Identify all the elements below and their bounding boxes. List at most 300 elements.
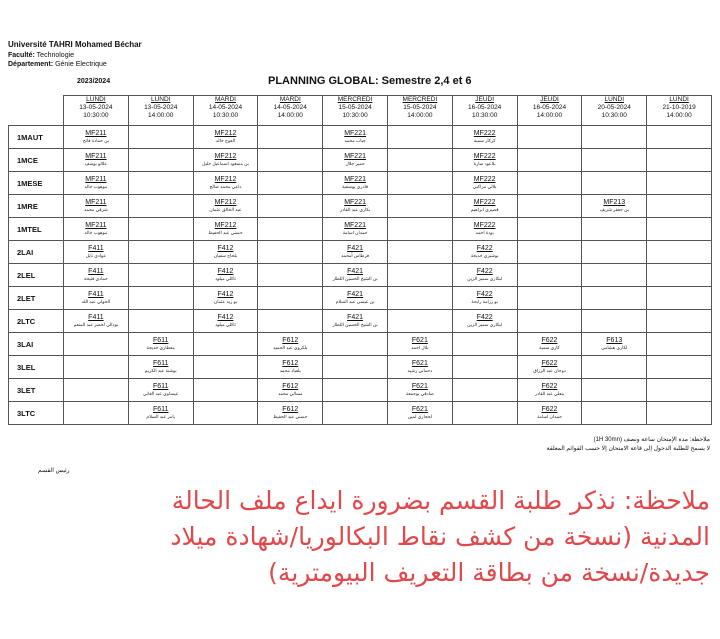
- schedule-cell: [128, 264, 193, 287]
- department-head-signature: رئيس القسم: [38, 468, 70, 474]
- module-code: MF221: [344, 153, 366, 160]
- teacher-name: لبكاري سمير الزين: [467, 276, 503, 281]
- schedule-cell: [387, 218, 452, 241]
- module-code: F612: [282, 337, 299, 344]
- module-code: MF221: [344, 199, 366, 206]
- schedule-cell: [323, 126, 388, 149]
- table-row: [9, 218, 712, 241]
- module-code: F621: [411, 360, 428, 367]
- schedule-cell: [193, 241, 258, 264]
- schedule-cell: [323, 241, 388, 264]
- schedule-cell: [647, 195, 712, 218]
- schedule-cell: [647, 218, 712, 241]
- column-date: 13-05-2024: [79, 104, 113, 111]
- schedule-cell: [517, 310, 582, 333]
- schedule-cell: [387, 287, 452, 310]
- faculty-label: Faculté:: [8, 52, 35, 59]
- schedule-cell: [582, 241, 647, 264]
- module-code: F412: [217, 268, 234, 275]
- schedule-cell: [323, 264, 388, 287]
- schedule-cell: [452, 333, 517, 356]
- schedule-cell: [452, 356, 517, 379]
- schedule-cell: [64, 310, 129, 333]
- schedule-cell: [64, 402, 129, 425]
- module-code: F421: [347, 245, 364, 252]
- academic-year: 2023/2024: [77, 78, 111, 85]
- teacher-name: عيساوي عبد الغاني: [143, 391, 179, 396]
- module-code: MF222: [473, 176, 496, 183]
- teacher-name: بنعلي عبد القادر: [534, 391, 565, 396]
- column-time: 10:30:00: [342, 112, 368, 119]
- schedule-cell: [128, 402, 193, 425]
- schedule-cell: [323, 287, 388, 310]
- column-date: 15-05-2024: [338, 104, 372, 111]
- teacher-name: قادري يوسفية: [342, 184, 369, 189]
- table-row: [9, 126, 712, 149]
- schedule-cell: [128, 126, 193, 149]
- schedule-cell: [258, 402, 323, 425]
- teacher-name: جباب محمد: [344, 138, 366, 143]
- module-code: F422: [476, 291, 493, 298]
- schedule-cell: [517, 241, 582, 264]
- schedule-cell: [582, 126, 647, 149]
- module-code: MF212: [214, 130, 237, 137]
- module-code: F622: [541, 406, 558, 413]
- column-time: 10:30:00: [472, 112, 498, 119]
- schedule-cell: [258, 379, 323, 402]
- teacher-name: بن الشيخ الحسين اللطار: [332, 322, 378, 327]
- teacher-name: حمدان اسامة: [537, 414, 562, 419]
- schedule-cell: [647, 264, 712, 287]
- schedule-cell: [452, 195, 517, 218]
- module-code: F621: [411, 406, 428, 413]
- schedule-cell: [582, 402, 647, 425]
- module-code: F612: [282, 360, 299, 367]
- schedule-cell: [387, 264, 452, 287]
- schedule-cell: [193, 333, 258, 356]
- schedule-cell: [647, 333, 712, 356]
- module-code: F422: [476, 245, 493, 252]
- exam-schedule-table: [8, 95, 712, 425]
- column-date: 21-10-2019: [662, 104, 696, 111]
- teacher-name: صادقي بوجمعة: [405, 391, 434, 396]
- schedule-cell: [193, 172, 258, 195]
- teacher-name: بلعباد محمد: [279, 368, 301, 373]
- schedule-cell: [647, 241, 712, 264]
- module-code: F622: [541, 360, 558, 367]
- schedule-cell: [452, 264, 517, 287]
- schedule-cell: [193, 379, 258, 402]
- column-date: 14-05-2024: [273, 104, 307, 111]
- column-time: 14:00:00: [666, 112, 692, 119]
- teacher-name: حمير جلال: [345, 161, 365, 166]
- column-header: [452, 96, 517, 126]
- header-row: [9, 96, 712, 126]
- module-code: F421: [347, 314, 364, 321]
- module-code: F421: [347, 268, 364, 275]
- schedule-cell: [647, 402, 712, 425]
- module-code: MF221: [344, 130, 366, 137]
- schedule-cell: [128, 241, 193, 264]
- schedule-cell: [64, 333, 129, 356]
- schedule-cell: [258, 310, 323, 333]
- teacher-name: بو رزامة رابحة: [471, 299, 498, 304]
- schedule-cell: [387, 172, 452, 195]
- schedule-cell: [647, 172, 712, 195]
- schedule-cell: [582, 333, 647, 356]
- teacher-name: بلاعود سارة: [473, 161, 496, 166]
- teacher-name: بودالي لخضر عبد المنعم: [73, 322, 119, 327]
- column-time: 14:00:00: [148, 112, 174, 119]
- schedule-cell: [387, 195, 452, 218]
- teacher-name: حمادي فتيحة: [84, 276, 108, 281]
- row-label: 2LAI: [9, 241, 64, 264]
- faculty-value: Technologie: [36, 52, 75, 59]
- schedule-cell: [323, 149, 388, 172]
- row-label: 1MCE: [9, 149, 64, 172]
- column-day: LUNDI: [150, 96, 171, 103]
- teacher-name: حمدان اسامة: [342, 230, 368, 235]
- module-code: MF211: [85, 153, 107, 160]
- module-code: F411: [88, 268, 104, 275]
- column-time: 14:00:00: [536, 112, 563, 119]
- module-code: MF222: [473, 153, 496, 160]
- module-code: MF213: [603, 199, 626, 206]
- module-code: F622: [541, 383, 558, 390]
- schedule-cell: [323, 333, 388, 356]
- schedule-cell: [452, 218, 517, 241]
- schedule-cell: [128, 172, 193, 195]
- column-header: [582, 96, 647, 126]
- module-code: F611: [152, 383, 169, 390]
- schedule-cell: [258, 149, 323, 172]
- teacher-name: عوادي نايل: [85, 253, 107, 258]
- schedule-cell: [258, 218, 323, 241]
- column-header: [128, 96, 193, 126]
- faculty-line: [8, 51, 74, 60]
- row-label: 1MRE: [9, 195, 64, 218]
- teacher-name: قصيري ابراهيم: [470, 207, 499, 212]
- schedule-cell: [452, 402, 517, 425]
- row-label: 3LEL: [9, 356, 64, 379]
- page-title: PLANNING GLOBAL: Semestre 2,4 et 6: [268, 75, 472, 87]
- schedule-cell: [193, 287, 258, 310]
- teacher-name: بودة احمد: [475, 230, 494, 235]
- table-row: [9, 172, 712, 195]
- column-header: [193, 96, 258, 126]
- schedule-cell: [128, 149, 193, 172]
- schedule-cell: [452, 287, 517, 310]
- schedule-cell: [452, 149, 517, 172]
- schedule-cell: [582, 356, 647, 379]
- module-code: F411: [88, 314, 104, 321]
- schedule-cell: [64, 241, 129, 264]
- department-value: Génie Electrique: [55, 61, 107, 68]
- schedule-cell: [323, 218, 388, 241]
- schedule-cell: [64, 264, 129, 287]
- teacher-name: الحولي عبد الله: [81, 299, 111, 304]
- teacher-name: لبكاري سمير الزين: [467, 322, 503, 327]
- teacher-name: بن عيسى عبد السلام: [335, 299, 375, 304]
- teacher-name: داعي محمد صالح: [209, 184, 242, 189]
- module-code: MF212: [214, 199, 237, 206]
- module-code: F412: [217, 291, 234, 298]
- module-code: F422: [476, 268, 493, 275]
- table-row: [9, 356, 712, 379]
- table-row: [9, 241, 712, 264]
- schedule-cell: [128, 287, 193, 310]
- module-code: MF211: [85, 222, 107, 229]
- schedule-cell: [193, 126, 258, 149]
- module-code: MF221: [344, 176, 366, 183]
- schedule-cell: [64, 287, 129, 310]
- module-code: F612: [282, 406, 299, 413]
- schedule-cell: [64, 356, 129, 379]
- schedule-cell: [582, 264, 647, 287]
- table-row: [9, 333, 712, 356]
- table-row: [9, 195, 712, 218]
- teacher-name: تاكلي ميلود: [215, 322, 236, 327]
- teacher-name: بلحاج سفيان: [213, 253, 238, 258]
- schedule-cell: [258, 195, 323, 218]
- schedule-cell: [193, 149, 258, 172]
- schedule-cell: [647, 310, 712, 333]
- module-code: F612: [282, 383, 299, 390]
- department-line: [8, 60, 107, 69]
- schedule-cell: [387, 149, 452, 172]
- schedule-cell: [517, 126, 582, 149]
- schedule-cell: [64, 149, 129, 172]
- teacher-name: معطاري خديجة: [146, 345, 175, 350]
- schedule-cell: [452, 379, 517, 402]
- column-date: 14-05-2024: [208, 104, 243, 111]
- table-row: [9, 310, 712, 333]
- module-code: F611: [152, 337, 169, 344]
- teacher-name: لكاري هشامي: [601, 345, 628, 350]
- teacher-name: دوحان عبد الرزاق: [533, 368, 566, 373]
- teacher-name: موهوب خالد: [84, 230, 108, 235]
- schedule-cell: [517, 195, 582, 218]
- announcement-text: ملاحظة: نذكر طلبة القسم بضرورة ايداع ملف الحالة المدنية (نسخة من كشف نقاط البكالوريا/شهادة ميلاد جديدة/نسخة من بطاقة التعريف البيومترية): [170, 486, 710, 587]
- teacher-name: دحماني رشيد: [407, 368, 433, 373]
- column-header: [64, 96, 129, 126]
- schedule-cell: [582, 149, 647, 172]
- row-label: 2LET: [9, 287, 64, 310]
- schedule-cell: [387, 356, 452, 379]
- table-row: [9, 379, 712, 402]
- row-label: 2LTC: [9, 310, 64, 333]
- module-code: MF222: [473, 222, 496, 229]
- row-label: 1MTEL: [9, 218, 64, 241]
- module-code: F611: [152, 406, 169, 413]
- schedule-cell: [128, 218, 193, 241]
- schedule-cell: [128, 356, 193, 379]
- module-code: MF212: [214, 222, 237, 229]
- module-code: F611: [152, 360, 169, 367]
- schedule-cell: [323, 402, 388, 425]
- module-code: MF211: [85, 130, 107, 137]
- column-day: MERCREDI: [402, 96, 438, 103]
- table-row: [9, 402, 712, 425]
- schedule-cell: [387, 379, 452, 402]
- schedule-cell: [323, 195, 388, 218]
- schedule-cell: [258, 333, 323, 356]
- schedule-cell: [258, 241, 323, 264]
- schedule-cell: [582, 379, 647, 402]
- schedule-cell: [64, 172, 129, 195]
- module-code: MF212: [214, 176, 237, 183]
- schedule-cell: [452, 126, 517, 149]
- teacher-name: بن مسعود اسماعيل خليل: [202, 161, 249, 166]
- schedule-cell: [582, 195, 647, 218]
- column-day: LUNDI: [604, 96, 625, 103]
- column-header: [647, 96, 712, 126]
- column-date: 13-05-2024: [144, 104, 178, 111]
- schedule-cell: [517, 402, 582, 425]
- schedule-cell: [387, 402, 452, 425]
- teacher-name: بن الشيخ الحسين اللطار: [332, 276, 378, 281]
- schedule-cell: [323, 379, 388, 402]
- schedule-cell: [452, 310, 517, 333]
- schedule-cell: [258, 287, 323, 310]
- schedule-cell: [258, 356, 323, 379]
- module-code: MF212: [214, 153, 237, 160]
- schedule-cell: [64, 126, 129, 149]
- teacher-name: بكاري عبد القادر: [340, 207, 371, 212]
- schedule-cell: [647, 379, 712, 402]
- row-label: 1MESE: [9, 172, 64, 195]
- schedule-cell: [128, 333, 193, 356]
- exam-notes: [430, 436, 710, 454]
- teacher-name: علالو يوسف: [84, 161, 108, 166]
- column-time: 10:30:00: [601, 112, 627, 119]
- teacher-name: فرطاس أمحمد: [341, 253, 370, 258]
- schedule-cell: [258, 172, 323, 195]
- teacher-name: شرقي محمد: [84, 207, 108, 212]
- schedule-cell: [387, 241, 452, 264]
- schedule-cell: [128, 195, 193, 218]
- row-label: 3LTC: [9, 402, 64, 425]
- schedule-cell: [387, 126, 452, 149]
- module-code: MF222: [473, 199, 496, 206]
- schedule-cell: [387, 310, 452, 333]
- teacher-name: كاري سمية: [539, 345, 560, 350]
- schedule-cell: [64, 379, 129, 402]
- schedule-cell: [193, 310, 258, 333]
- row-label: 1MAUT: [9, 126, 64, 149]
- department-label: Département:: [8, 61, 54, 68]
- teacher-name: بن حمادة فاتح: [82, 138, 109, 143]
- note-duration: ملاحظة: مدة الإمتحان ساعة ونصف (1H 30mn): [593, 437, 710, 443]
- table-row: [9, 264, 712, 287]
- row-label: 3LAI: [9, 333, 64, 356]
- column-day: LUNDI: [669, 96, 689, 103]
- schedule-cell: [452, 241, 517, 264]
- schedule-cell: [64, 195, 129, 218]
- teacher-name: بن جعفر شريف: [599, 207, 629, 212]
- schedule-cell: [258, 264, 323, 287]
- teacher-name: كركار سمية: [473, 138, 496, 143]
- row-label: 3LET: [9, 379, 64, 402]
- schedule-cell: [387, 333, 452, 356]
- teacher-name: بلالي مراكبي: [472, 184, 497, 189]
- schedule-cell: [517, 356, 582, 379]
- column-time: 14:00:00: [277, 112, 303, 119]
- teacher-name: حسني عبد الحفيظ: [273, 414, 308, 419]
- module-code: F411: [88, 245, 104, 252]
- column-header: [387, 96, 452, 126]
- teacher-name: مسالي محمد: [278, 391, 303, 396]
- schedule-cell: [193, 218, 258, 241]
- column-date: 15-05-2024: [403, 104, 437, 111]
- schedule-cell: [582, 218, 647, 241]
- column-day: MARDI: [215, 96, 236, 103]
- schedule-cell: [258, 126, 323, 149]
- table-corner: [9, 96, 64, 126]
- module-code: F622: [541, 337, 558, 344]
- schedule-cell: [517, 172, 582, 195]
- module-code: F621: [411, 383, 428, 390]
- column-day: JEUDI: [540, 96, 559, 103]
- schedule-cell: [323, 310, 388, 333]
- schedule-cell: [582, 287, 647, 310]
- column-day: MARDI: [279, 96, 301, 103]
- schedule-cell: [647, 287, 712, 310]
- teacher-name: عبد الخالق عثمان: [209, 207, 242, 212]
- schedule-cell: [323, 172, 388, 195]
- schedule-cell: [452, 172, 517, 195]
- module-code: F613: [606, 337, 623, 344]
- schedule-cell: [517, 287, 582, 310]
- module-code: MF211: [85, 176, 107, 183]
- column-date: 16-05-2024: [532, 104, 567, 111]
- module-code: F422: [476, 314, 493, 321]
- teacher-name: بوشيري خديجة: [470, 253, 499, 258]
- column-date: 20-05-2024: [597, 104, 631, 111]
- schedule-cell: [647, 126, 712, 149]
- schedule-cell: [647, 149, 712, 172]
- module-code: F421: [347, 291, 364, 298]
- teacher-name: بلكروي عبد الحميد: [273, 345, 308, 350]
- module-code: MF211: [85, 199, 107, 206]
- teacher-name: موهوب خالد: [84, 184, 108, 189]
- module-code: F412: [217, 314, 234, 321]
- column-header: [517, 96, 582, 126]
- schedule-cell: [128, 310, 193, 333]
- schedule-cell: [193, 356, 258, 379]
- note-entry-rule: لا يسمح للطلبة الدخول إلى قاعة الامتحان إلا حسب القوائم المعلقة: [546, 446, 710, 452]
- module-code: F412: [217, 245, 234, 252]
- schedule-cell: [647, 356, 712, 379]
- table-row: [9, 149, 712, 172]
- schedule-cell: [193, 402, 258, 425]
- schedule-cell: [193, 195, 258, 218]
- teacher-name: بو زيد عثمان: [213, 299, 238, 304]
- column-time: 10:30:00: [212, 112, 239, 119]
- schedule-cell: [323, 356, 388, 379]
- schedule-cell: [128, 379, 193, 402]
- schedule-cell: [517, 379, 582, 402]
- column-header: [258, 96, 323, 126]
- column-day: MERCREDI: [337, 96, 373, 103]
- teacher-name: يامر عبد السلام: [146, 414, 175, 419]
- teacher-name: حسني عبد الحفيظ: [208, 230, 243, 235]
- schedule-cell: [517, 218, 582, 241]
- teacher-name: لحجاري لمين: [407, 414, 433, 419]
- schedule-cell: [582, 310, 647, 333]
- university-name: Université TAHRI Mohamed Béchar: [8, 40, 142, 49]
- column-time: 14:00:00: [407, 112, 433, 119]
